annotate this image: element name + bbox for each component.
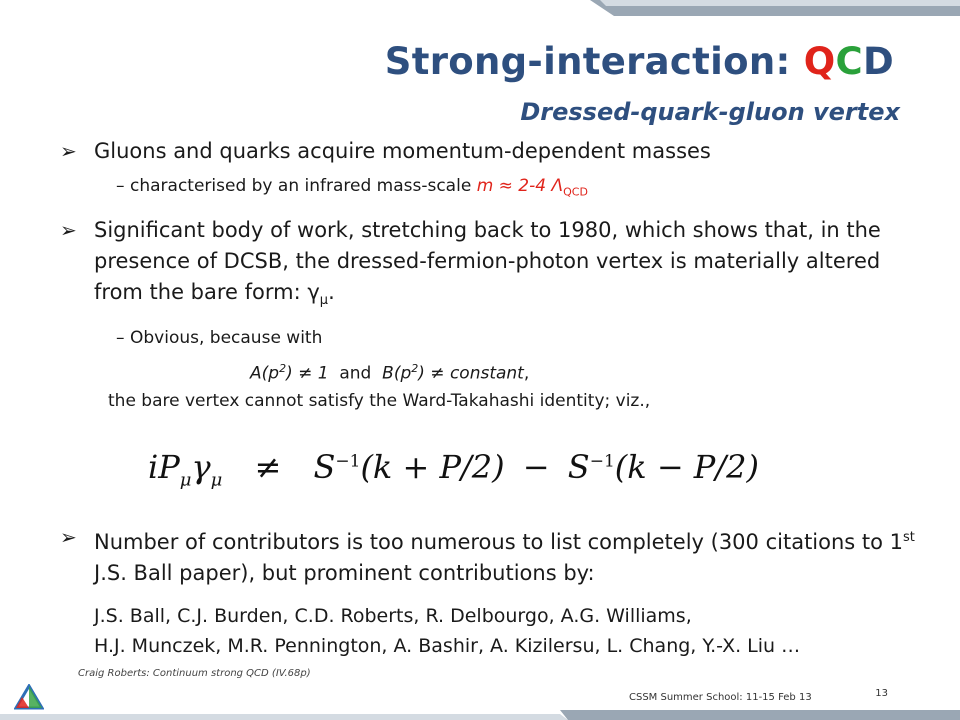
bullet-3 [60,522,920,589]
eq-arg2: (k − P/2) [614,448,759,486]
eq-arg1: (k + P/2) [360,448,505,486]
eq-s1: S [313,448,336,486]
dash-bullet: – [116,176,125,196]
bullet-2-text: Significant body of work, stretching back to 1980, which shows that, in the presence of DCSB, the dressed-fermion-photon vertex is materially altered from the bare form: γ [94,218,881,305]
bullet-3-text: Number of contributors is too numerous to list completely (300 citations to 1 [94,530,904,554]
footer-event: CSSM Summer School: 11-15 Feb 13 [629,692,812,703]
arrow-bullet-icon: ➢ [60,139,77,163]
arrow-bullet-icon: ➢ [60,525,77,549]
cond-and: and [328,363,383,384]
eq-neq: ≠ [254,448,282,486]
bullet-1-sub [60,173,920,205]
eq-sub2: μ [210,469,223,491]
mu-subscript: μ [319,293,329,309]
cond-b: ) ≠ 1 [286,363,329,384]
ward-takahashi-equation [148,448,808,504]
footer-author: Craig Roberts: Continuum strong QCD (IV.68p) [78,668,311,679]
bullet-3-text-end: J.S. Ball paper), but prominent contributions by: [94,561,595,585]
slide-title [385,40,894,83]
eq-lhs: iP [148,448,180,486]
eq-sup1: −1 [335,451,361,472]
arrow-bullet-icon: ➢ [60,218,77,243]
st-superscript: st [903,530,915,545]
top-decorative-bar [0,0,960,18]
bullet-2-sub [60,325,920,351]
title-letter-d: D [862,40,894,83]
eq-sup2: −1 [589,451,615,472]
argonne-logo-icon [14,684,44,712]
condition-line [60,355,920,388]
bullet-2 [60,215,920,316]
eq-gamma: γ [191,448,211,486]
qcd-subscript: QCD [563,185,588,199]
dash-bullet: – [116,327,125,348]
contributors-line-1: J.S. Ball, C.J. Burden, C.D. Roberts, R. Delbourgo, A.G. Williams, [94,605,692,627]
cond-c: B(p [382,363,412,384]
bullet-1-sub-text: characterised by an infrared mass-scale [130,176,477,196]
cond-d: ) ≠ constant [418,363,524,384]
cond-sup1: 2 [279,361,287,375]
title-text: Strong-interaction: [384,40,804,83]
cond-a: A(p [250,363,280,384]
bullet-1-text: Gluons and quarks acquire momentum-dependent masses [94,139,711,163]
cond-sup2: 2 [411,361,419,375]
slide-subtitle: Dressed-quark-gluon vertex [520,98,900,126]
cond-comma: , [523,363,530,384]
mass-scale-expression: m ≈ 2-4 Λ [476,176,564,196]
title-letter-c: C [835,40,863,83]
bottom-decorative-bar [0,710,960,720]
bullet-3-block [60,522,920,661]
eq-sub1: μ [179,469,192,491]
ward-takahashi-text: the bare vertex cannot satisfy the Ward-Takahashi identity; viz., [108,391,651,412]
slide-body [60,136,920,415]
page-number: 13 [875,688,888,699]
bullet-1 [60,136,920,167]
eq-s2: S [567,448,590,486]
eq-minus: − [522,448,550,486]
bullet-2-period: . [328,280,335,305]
contributors-line-2: H.J. Munczek, M.R. Pennington, A. Bashir, A. Kizilersu, L. Chang, Y.-X. Liu … [94,635,801,657]
title-letter-q: Q [803,40,836,83]
bullet-2-sub-text: Obvious, because with [130,327,323,348]
